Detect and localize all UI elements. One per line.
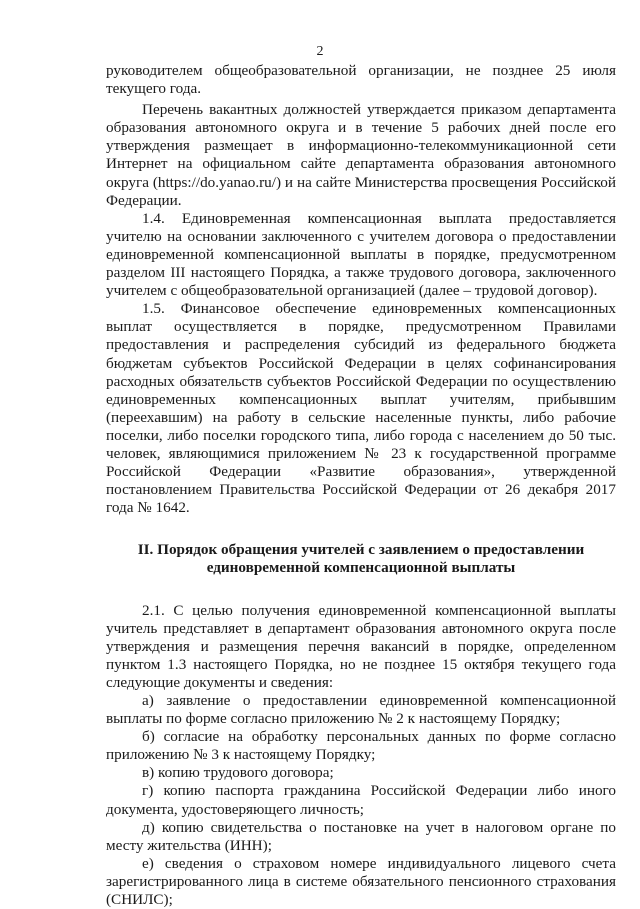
document-list: [106, 692, 616, 909]
paragraph-2-1: 2.1. С целью получения единовременной компенсационной выплаты учитель представляет в департамент образования автономного округа после утверждения и размещения перечня вакансий в порядке, определенном пунктом 1.3 настоящего Порядка, но не позднее 15 октября текущего года следующие документы и сведения:: [106, 601, 616, 691]
section-heading-line-1: II. Порядок обращения учителей с заявлением о предоставлении: [137, 541, 585, 559]
paragraph-vacancy-list: Перечень вакантных должностей утверждается приказом департамента образования автономного округа и в течение 5 рабочих дней после его утверждения размещает в информационно-телекоммуникационной сети Интернет на официальном сайте департамента образования автономного округа (https://do.yanao.ru/) и на сайте Министерства просвещения Российской Федерации.: [106, 101, 616, 209]
paragraph-1-4: 1.4. Единовременная компенсационная выплата предоставляется учителю на основании заключенного с учителем договора о предоставлении единовременной компенсационной выплаты в порядке, предусмотренном разделом III настоящего Порядка, а также трудового договора, заключенного учителем с общеобразовательной организацией (далее – трудовой договор).: [106, 209, 616, 300]
page-number: 2: [316, 44, 324, 59]
section-heading: [106, 541, 616, 577]
list-item: е) сведения о страховом номере индивидуального лицевого счета зарегистрированного лица в системе обязательного пенсионного страхования (СНИЛС);: [106, 854, 616, 909]
document-body: [106, 62, 616, 909]
list-item: а) заявление о предоставлении единовременной компенсационной выплаты по форме согласно приложению № 2 к настоящему Порядку;: [106, 692, 616, 728]
list-item: д) копию свидетельства о постановке на учет в налоговом органе по месту жительства (ИНН);: [106, 818, 616, 854]
list-item: б) согласие на обработку персональных данных по форме согласно приложению № 3 к настоящему Порядку;: [106, 728, 616, 764]
list-item: г) копию паспорта гражданина Российской Федерации либо иного документа, удостоверяющего личность;: [106, 782, 616, 818]
section-heading-line-2: единовременной компенсационной выплаты: [206, 559, 516, 577]
paragraph-continuation: руководителем общеобразовательной организации, не позднее 25 июля текущего года.: [106, 62, 616, 98]
list-item: в) копию трудового договора;: [142, 764, 334, 782]
paragraph-1-5: 1.5. Финансовое обеспечение единовременных компенсационных выплат осуществляется в порядке, предусмотренном Правилами предоставления и распределения субсидий из федерального бюджета бюджетам субъектов Российской Федерации в целях софинансирования расходных обязательств субъектов Российской Федерации по осуществлению единовременных компенсационных выплат учителям, прибывшим (переехавшим) на работу в сельские населенные пункты, либо рабочие поселки, либо поселки городского типа, либо города с населением до 50 тыс. человек, являющимися приложением № 23 к государственной программе Российской Федерации «Развитие образования», утвержденной постановлением Правительства Российской Федерации от 26 декабря 2017 года № 1642.: [106, 300, 616, 517]
